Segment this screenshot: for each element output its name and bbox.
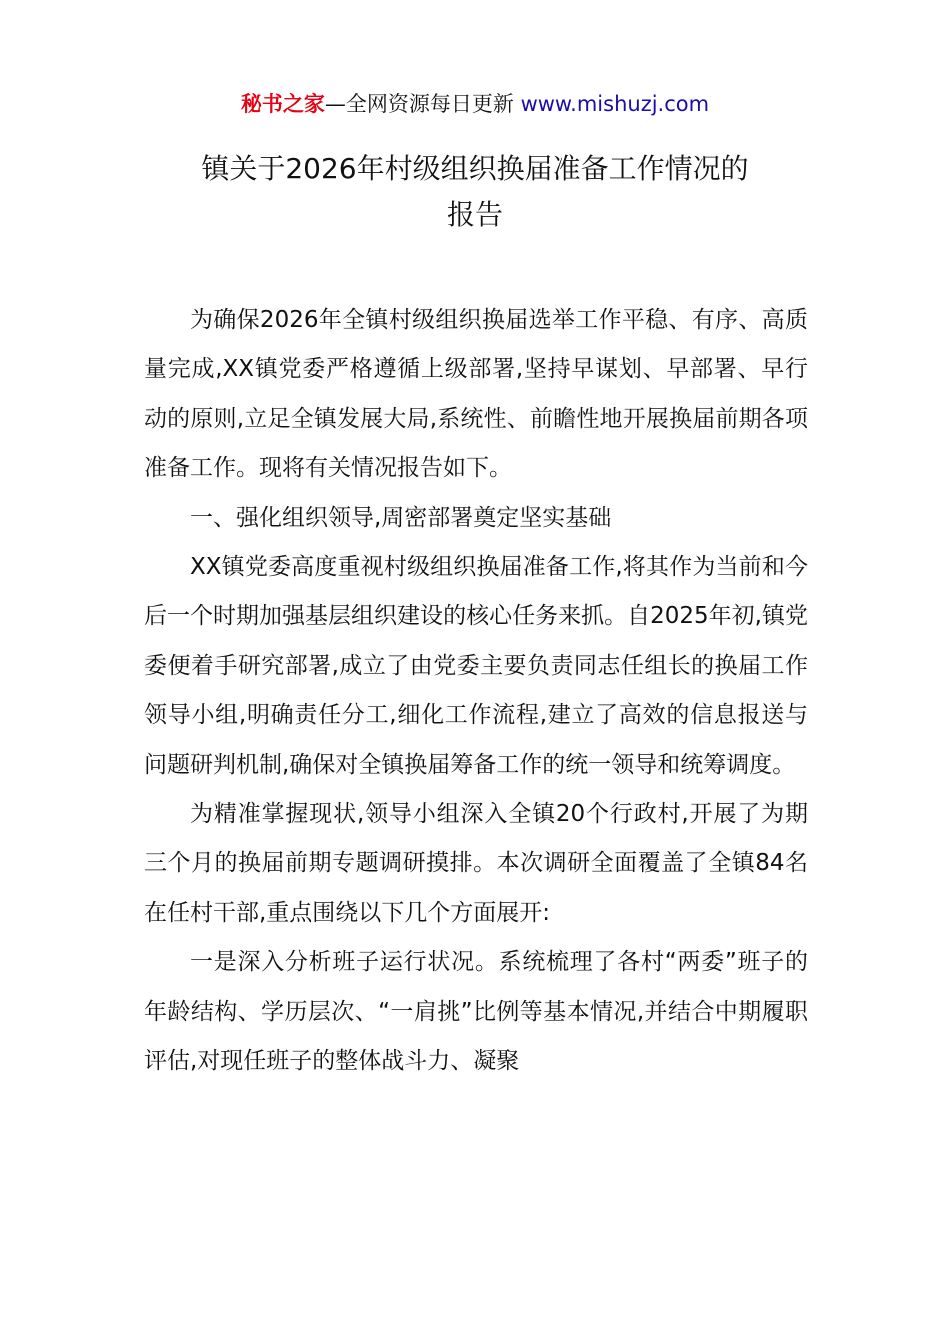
site-tagline: —全网资源每日更新 <box>324 92 521 116</box>
section-heading-1: 一、强化组织领导,周密部署奠定坚实基础 <box>190 504 612 531</box>
body-paragraph-1: XX镇党委高度重视村级组织换届准备工作,将其作为当前和今后一个时期加强基层组织建设的核心任务来抓。自2025年初,镇党委便着手研究部署,成立了由党委主要负责同志任组长的换届工作领导小组,明确责任分工,细化工作流程,建立了高效的信息报送与问题研判机制,确保对全镇换届筹备工作的统一领导和统筹调度。 <box>144 554 808 778</box>
body-paragraph-2: 为精准掌握现状,领导小组深入全镇20个行政村,开展了为期三个月的换届前期专题调研摸排。本次调研全面覆盖了全镇84名在任村干部,重点围绕以下几个方面展开: <box>144 801 808 926</box>
document-title <box>120 146 830 238</box>
title-line-1: 镇关于2026年村级组织换届准备工作情况的 <box>201 152 749 185</box>
body-paragraph-3: 一是深入分析班子运行状况。系统梳理了各村“两委”班子的年龄结构、学历层次、“一肩挑”比例等基本情况,并结合中期履职评估,对现任班子的整体战斗力、凝聚 <box>144 949 808 1075</box>
site-brand: 秘书之家 <box>240 92 325 116</box>
intro-paragraph: 为确保2026年全镇村级组织换届选举工作平稳、有序、高质量完成,XX镇党委严格遵循上级部署,坚持早谋划、早部署、早行动的原则,立足全镇发展大局,系统性、前瞻性地开展换届前期各项准备工作。现将有关情况报告如下。 <box>144 307 808 482</box>
document-body <box>144 296 808 1087</box>
site-header <box>0 89 950 119</box>
title-line-2: 报告 <box>446 198 503 231</box>
site-url-link[interactable]: www.mishuzj.com <box>520 92 710 116</box>
